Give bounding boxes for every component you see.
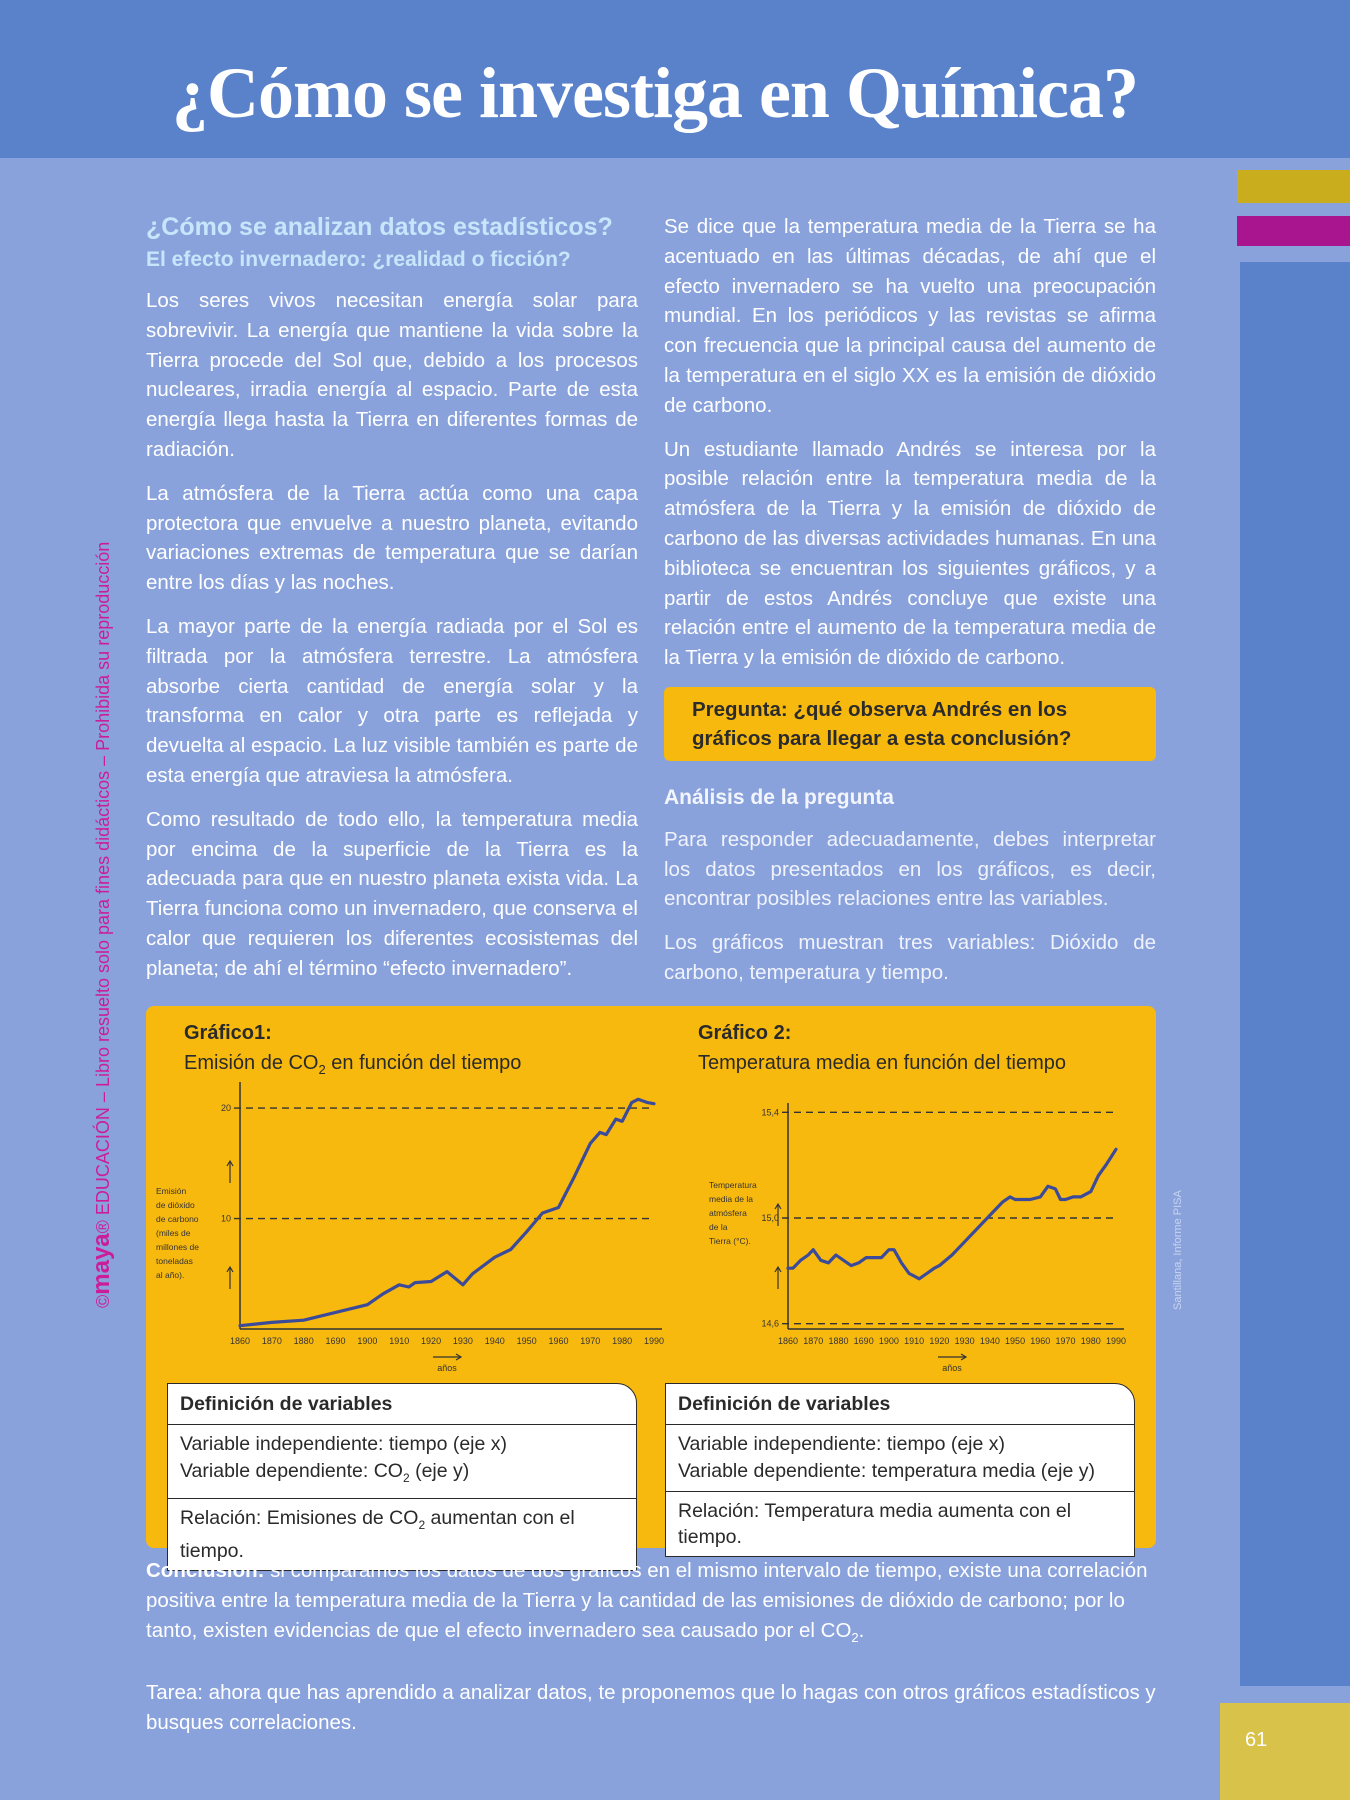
x-axis-label: años [942, 1363, 962, 1373]
series-line [240, 1099, 654, 1325]
x-tick-label: 1990 [1105, 1336, 1127, 1346]
paragraph: Los seres vivos necesitan energía solar para sobrevivir. La energía que mantiene la vida sobre la Tierra procede del Sol que, debido a los procesos nucleares, irradia energía al espacio. Parte de esta energía llega hasta la Tierra en diferentes formas de radiación. [146, 289, 638, 461]
paragraph: La atmósfera de la Tierra actúa como una capa protectora que envuelve a nuestro planeta, evitando variaciones extremas de temperatura que se darían entre los días y las noches. [146, 481, 638, 595]
analysis-title: Análisis de la pregunta [664, 785, 894, 809]
y-axis-label: de la [709, 1222, 728, 1232]
x-tick-label: 1880 [293, 1336, 314, 1346]
conclusion-text: si comparamos los datos de dos gráficos en el mismo intervalo de tiempo, existe una correlación positiva entre la temperatura media de la Tierra y la cantidad de las emisiones de dióxido de carbono; por lo tanto, existen evidencias de que el efecto invernadero sea causado por el CO [146, 1559, 1148, 1642]
chart2-label: Gráfico 2: [698, 1022, 792, 1044]
x-tick-label: 1980 [1080, 1336, 1101, 1346]
x-tick-label: 1970 [580, 1336, 601, 1346]
photo-credit: Santillana, Informe PISA [1172, 1190, 1184, 1310]
brand-name: maya [88, 1233, 115, 1295]
question-box: Pregunta: ¿qué observa Andrés en los gráficos para llegar a esta conclusión? [664, 687, 1156, 761]
definition-body [666, 1425, 1134, 1492]
independent-variable: Variable independiente: tiempo (eje x) [678, 1433, 1006, 1455]
y-tick-label: 20 [220, 1103, 231, 1114]
accent-strip-blue [1240, 262, 1350, 1686]
x-tick-label: 1910 [389, 1336, 410, 1346]
y-axis-label: Temperatura [709, 1180, 757, 1190]
x-tick-label: 1980 [612, 1336, 633, 1346]
chart1-label: Gráfico1: [184, 1022, 272, 1044]
chart1-title: Emisión de $CO_2$ en función del tiempo [184, 1052, 522, 1077]
y-axis-label: al año). [156, 1270, 185, 1280]
x-tick-label: 1950 [516, 1336, 537, 1346]
accent-strip-yellow [1237, 170, 1350, 203]
page-number-box [1220, 1703, 1350, 1800]
y-axis-label: atmósfera [709, 1208, 747, 1218]
x-tick-label: 1900 [357, 1336, 378, 1346]
x-tick-label: 1990 [643, 1336, 665, 1346]
definition-body [168, 1425, 636, 1499]
charts-panel [146, 1006, 1156, 1562]
y-tick-label: 10 [220, 1213, 231, 1224]
x-tick-label: 1870 [261, 1336, 282, 1346]
x-tick-label: 1950 [1005, 1336, 1026, 1346]
chart2-title-block [698, 1018, 1066, 1078]
y-axis-label: toneladas [156, 1256, 193, 1266]
x-tick-label: 1970 [1055, 1336, 1076, 1346]
page-number: 61 [1245, 1729, 1268, 1751]
side-credit-text: ® EDUCACIÓN – Libro resuelto solo para fines didácticos – Prohibida su reproducción [93, 541, 113, 1234]
independent-variable: Variable independiente: tiempo (eje x) [180, 1433, 508, 1455]
y-tick-label: 14,6 [761, 1318, 779, 1329]
x-tick-label: 1860 [229, 1336, 251, 1346]
paragraph: Como resultado de todo ello, la temperatura media por encima de la superficie de la Tierra es la adecuada para que en nuestro planeta exista vida. La Tierra funciona como un invernadero, que conserva el calor que requieren los diferentes ecosistemas del planeta; de ahí el término “efecto invernadero”. [146, 807, 638, 980]
x-axis-label: años [437, 1363, 457, 1373]
y-axis-label: (miles de [156, 1228, 191, 1238]
x-tick-label: 1930 [452, 1336, 473, 1346]
definition-heading: Definición de variables [168, 1384, 636, 1425]
definition-box-1 [167, 1383, 637, 1571]
x-tick-label: 1860 [777, 1336, 799, 1346]
x-tick-label: 1940 [484, 1336, 505, 1346]
chart2-title: Temperatura media en función del tiempo [698, 1052, 1066, 1074]
task-text: Tarea: ahora que has aprendido a analizar datos, te proponemos que lo hagas con otros gráficos estadísticos y busques correlaciones. [146, 1681, 1156, 1734]
paragraph: Un estudiante llamado Andrés se interesa por la posible relación entre la temperatura media de la atmósfera de la Tierra y la emisión de dióxido de carbono de las diversas actividades humanas. En una biblioteca se encuentran los siguientes gráficos, y a partir de estos Andrés concluye que existe una relación entre el aumento de la temperatura media de la Tierra y la emisión de dióxido de carbono. [664, 437, 1156, 670]
series-line [788, 1149, 1116, 1279]
definition-heading: Definición de variables [666, 1384, 1134, 1425]
dependent-variable: Variable dependiente: temperatura media (eje y) [678, 1460, 1095, 1482]
y-axis-label: millones de [156, 1242, 199, 1252]
x-tick-label: 1930 [954, 1336, 975, 1346]
x-tick-label: 1880 [828, 1336, 849, 1346]
x-tick-label: 1920 [929, 1336, 950, 1346]
conclusion-label: Conclusión: [146, 1559, 265, 1582]
x-tick-label: 1870 [803, 1336, 824, 1346]
x-tick-label: 1960 [548, 1336, 569, 1346]
copyright-symbol: © [93, 1294, 113, 1308]
section-subheading: El efecto invernadero: ¿realidad o ficción? [146, 248, 571, 271]
page-title: ¿Cómo se investiga en Química? [172, 53, 1138, 133]
chart1-svg [146, 1084, 665, 1384]
dependent-variable: Variable dependiente: $CO_2$ (eje y) [180, 1460, 470, 1485]
section-heading: ¿Cómo se analizan datos estadísticos? [146, 213, 613, 241]
x-tick-label: 1690 [325, 1336, 346, 1346]
paragraph: La mayor parte de la energía radiada por el Sol es filtrada por la atmósfera terrestre. La atmósfera absorbe cierta cantidad de energía solar y la transforma en calor y otra parte es reflejada y devuelta al espacio. La luz visible también es parte de esta energía que atraviesa la atmósfera. [146, 614, 638, 787]
chart1-title-block [184, 1018, 521, 1085]
y-axis-label: de carbono [156, 1214, 199, 1224]
x-tick-label: 1940 [979, 1336, 1000, 1346]
left-column [146, 212, 638, 998]
right-column [664, 212, 1156, 1002]
paragraph: Se dice que la temperatura media de la Tierra se ha acentuado en las últimas décadas, de ahí que el efecto invernadero se ha vuelto una preocupación mundial. En los periódicos y las revistas se afirma con frecuencia que la principal causa del aumento de la temperatura en el siglo XX es la emisión de dióxido de carbono. [664, 215, 1156, 417]
y-axis-label: media de la [709, 1194, 753, 1204]
y-axis-label: de dióxido [156, 1200, 195, 1210]
accent-strip-magenta [1237, 216, 1350, 246]
x-tick-label: 1920 [421, 1336, 442, 1346]
chart2-svg [651, 1084, 1156, 1384]
x-tick-label: 1910 [904, 1336, 925, 1346]
paragraph: Para responder adecuadamente, debes interpretar los datos presentados en los gráficos, es decir, encontrar posibles relaciones entre las variables. [664, 827, 1156, 911]
relation-text: Relación: Temperatura media aumenta con el tiempo. [678, 1500, 1072, 1548]
x-tick-label: 1960 [1030, 1336, 1051, 1346]
y-tick-label: 15,4 [761, 1107, 779, 1118]
x-tick-label: 1690 [853, 1336, 874, 1346]
relation-text: Relación: Emisiones de $CO_2$ aumentan con el tiempo. [180, 1506, 575, 1562]
y-axis-label: Emisión [156, 1186, 187, 1196]
conclusion: Conclusión: si comparamos los datos de dos gráficos en el mismo intervalo de tiempo, existe una correlación positiva entre la temperatura media de la Tierra y la cantidad de las emisiones de dióxido de carbono; por lo tanto, existen evidencias de que el efecto invernadero sea causado por el $CO_2$. [146, 1559, 1148, 1645]
side-credit [88, 542, 116, 1308]
y-axis-label: Tierra (°C). [709, 1236, 751, 1246]
y-tick-label: 15,0 [761, 1213, 779, 1223]
paragraph: Los gráficos muestran tres variables: Dióxido de carbono, temperatura y tiempo. [664, 931, 1156, 984]
definition-box-2 [665, 1383, 1135, 1557]
x-tick-label: 1900 [878, 1336, 899, 1346]
